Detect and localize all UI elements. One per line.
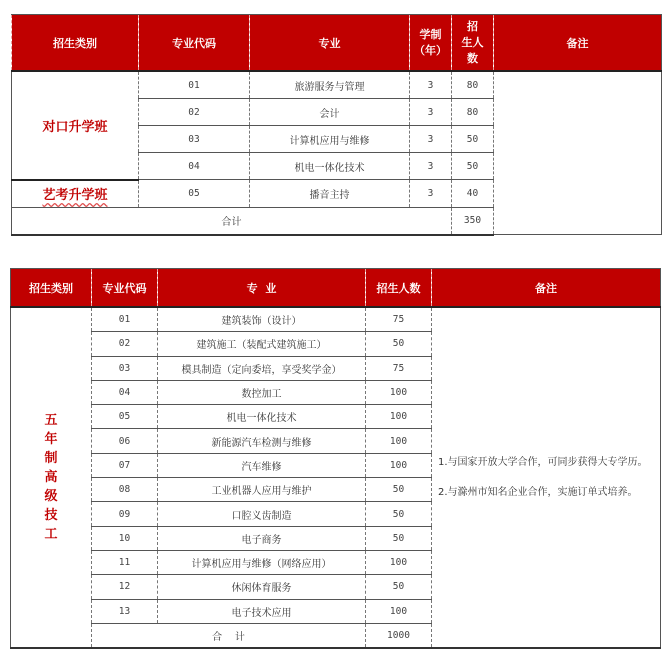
header-code: 专业代码	[92, 269, 158, 308]
enrollment-table-5year	[10, 268, 661, 649]
count-cell: 50	[366, 526, 432, 550]
count-cell: 50	[366, 478, 432, 502]
remark-line-1: 1.与国家开放大学合作，可同步获得大专学历。	[438, 456, 648, 468]
code-cell: 07	[92, 453, 158, 477]
major-cell: 模具制造（定向委培，享受奖学金）	[158, 356, 366, 380]
table-row	[11, 307, 661, 332]
major-cell: 电子商务	[158, 526, 366, 550]
remark-cell	[494, 71, 662, 235]
header-count: 招生人数	[366, 269, 432, 308]
code-cell: 11	[92, 550, 158, 574]
code-cell: 01	[92, 307, 158, 332]
code-cell: 02	[139, 99, 250, 126]
code-cell: 12	[92, 575, 158, 599]
code-cell: 08	[92, 478, 158, 502]
header-major: 专业	[250, 15, 410, 72]
major-cell: 计算机应用与维修（网络应用）	[158, 550, 366, 574]
count-cell: 80	[452, 99, 494, 126]
count-cell: 40	[452, 180, 494, 208]
category-cell: 艺考升学班	[12, 180, 139, 208]
major-cell: 播音主持	[250, 180, 410, 208]
code-cell: 05	[92, 405, 158, 429]
major-cell: 新能源汽车检测与维修	[158, 429, 366, 453]
total-count: 350	[452, 207, 494, 235]
enrollment-table-3year	[11, 14, 662, 236]
header-category: 招生类别	[11, 269, 92, 308]
count-cell: 50	[366, 502, 432, 526]
count-cell: 50	[366, 332, 432, 356]
code-cell: 05	[139, 180, 250, 208]
count-cell: 75	[366, 307, 432, 332]
major-cell: 会计	[250, 99, 410, 126]
table-header-row	[11, 269, 661, 308]
header-code: 专业代码	[139, 15, 250, 72]
header-remark: 备注	[494, 15, 662, 72]
major-cell: 口腔义齿制造	[158, 502, 366, 526]
code-cell: 01	[139, 71, 250, 99]
code-cell: 03	[139, 126, 250, 153]
header-category: 招生类别	[12, 15, 139, 72]
remark-line-2: 2.与滁州市知名企业合作，实施订单式培养。	[438, 486, 638, 498]
header-remark: 备注	[432, 269, 661, 308]
years-cell: 3	[410, 153, 452, 180]
count-cell: 50	[452, 153, 494, 180]
code-cell: 04	[139, 153, 250, 180]
count-cell: 80	[452, 71, 494, 99]
count-cell: 100	[366, 599, 432, 623]
category-cell	[11, 307, 92, 648]
years-cell: 3	[410, 71, 452, 99]
category-vertical-text: 五年制高级技工	[44, 413, 58, 543]
years-cell: 3	[410, 99, 452, 126]
major-cell: 计算机应用与维修	[250, 126, 410, 153]
major-cell: 机电一体化技术	[250, 153, 410, 180]
code-cell: 13	[92, 599, 158, 623]
major-cell: 建筑施工（装配式建筑施工）	[158, 332, 366, 356]
count-cell: 50	[366, 575, 432, 599]
major-cell: 数控加工	[158, 380, 366, 404]
count-cell: 100	[366, 453, 432, 477]
count-cell: 100	[366, 550, 432, 574]
header-count: 招 生人 数	[452, 15, 494, 72]
years-cell: 3	[410, 180, 452, 208]
code-cell: 06	[92, 429, 158, 453]
major-cell: 汽车维修	[158, 453, 366, 477]
count-cell: 50	[452, 126, 494, 153]
major-cell: 电子技术应用	[158, 599, 366, 623]
count-cell: 100	[366, 429, 432, 453]
total-label: 合 计	[92, 623, 366, 648]
years-cell: 3	[410, 126, 452, 153]
remark-cell	[432, 307, 661, 648]
major-cell: 机电一体化技术	[158, 405, 366, 429]
major-cell: 工业机器人应用与维护	[158, 478, 366, 502]
code-cell: 09	[92, 502, 158, 526]
total-count: 1000	[366, 623, 432, 648]
table-header-row	[12, 15, 662, 72]
total-label: 合计	[12, 207, 452, 235]
count-cell: 75	[366, 356, 432, 380]
header-major: 专 业	[158, 269, 366, 308]
major-cell: 休闲体育服务	[158, 575, 366, 599]
major-cell: 旅游服务与管理	[250, 71, 410, 99]
count-cell: 100	[366, 405, 432, 429]
code-cell: 02	[92, 332, 158, 356]
major-cell: 建筑装饰（设计）	[158, 307, 366, 332]
count-cell: 100	[366, 380, 432, 404]
table-row	[12, 71, 662, 99]
header-years: 学制 （年）	[410, 15, 452, 72]
code-cell: 04	[92, 380, 158, 404]
code-cell: 03	[92, 356, 158, 380]
category-cell: 对口升学班	[12, 71, 139, 180]
code-cell: 10	[92, 526, 158, 550]
